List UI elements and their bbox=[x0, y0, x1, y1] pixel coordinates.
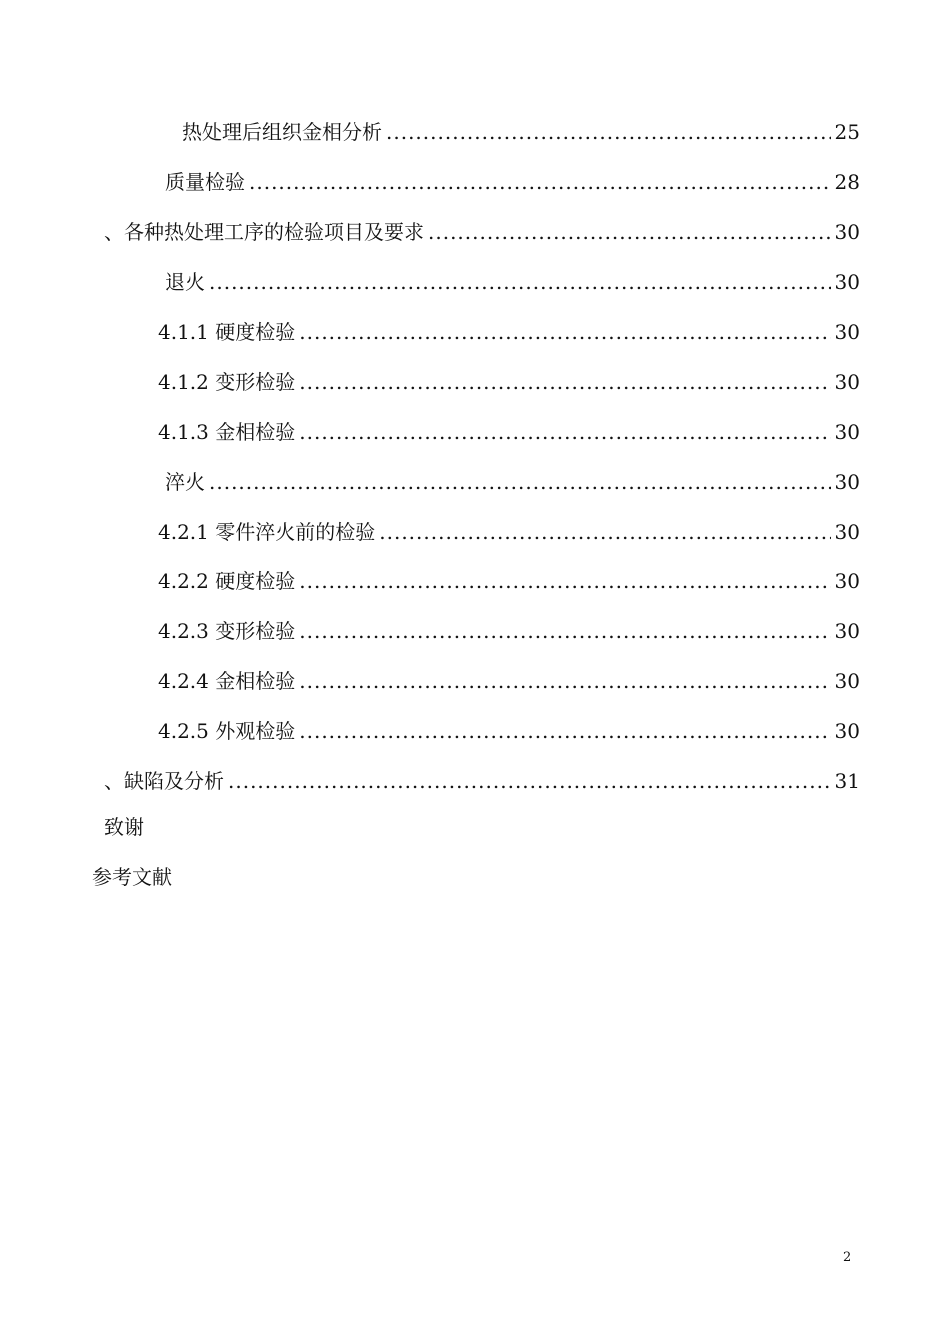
toc-entry-title: 4.2.5 外观检验 bbox=[158, 719, 296, 743]
toc-leader-dots bbox=[209, 270, 831, 294]
toc-entry[interactable] bbox=[104, 761, 860, 793]
toc-entry-page: 30 bbox=[834, 569, 860, 593]
toc-entry-page: 30 bbox=[834, 320, 860, 344]
toc-entry[interactable] bbox=[104, 212, 860, 244]
toc-entry-page: 30 bbox=[834, 719, 860, 743]
toc-leader-dots bbox=[299, 719, 830, 743]
toc-leader-dots bbox=[249, 170, 831, 194]
toc-entry-title: 4.2.1 零件淬火前的检验 bbox=[158, 520, 376, 544]
toc-leader-dots bbox=[386, 120, 831, 144]
toc-entry-page: 30 bbox=[834, 470, 860, 494]
toc-entry-title: 4.2.2 硬度检验 bbox=[158, 569, 296, 593]
toc-leader-dots bbox=[299, 569, 830, 593]
toc-entry-title: 、各种热处理工序的检验项目及要求 bbox=[104, 220, 424, 244]
toc-entry-page: 30 bbox=[834, 619, 860, 643]
toc-leader-dots bbox=[209, 470, 831, 494]
toc-entry[interactable] bbox=[182, 112, 860, 144]
toc-entry[interactable] bbox=[165, 162, 860, 194]
toc-entry-page: 25 bbox=[834, 120, 860, 144]
toc-entry[interactable] bbox=[158, 312, 860, 344]
toc-entry-page: 30 bbox=[834, 270, 860, 294]
toc-entry-title: 、缺陷及分析 bbox=[104, 769, 224, 793]
toc-entry[interactable] bbox=[158, 362, 860, 394]
toc-entry-references[interactable]: 参考文献 bbox=[92, 865, 172, 889]
toc-entry-page: 30 bbox=[834, 669, 860, 693]
toc-entry-page: 30 bbox=[834, 220, 860, 244]
toc-leader-dots bbox=[379, 520, 830, 544]
toc-leader-dots bbox=[299, 619, 830, 643]
toc-entry-page: 28 bbox=[834, 170, 860, 194]
toc-entry-title: 4.1.3 金相检验 bbox=[158, 420, 296, 444]
toc-entry-page: 30 bbox=[834, 370, 860, 394]
toc-entry[interactable] bbox=[158, 412, 860, 444]
toc-entry[interactable] bbox=[158, 512, 860, 544]
toc-entry-acknowledgements[interactable]: 致谢 bbox=[104, 815, 144, 839]
toc-entry-page: 30 bbox=[834, 420, 860, 444]
toc-entry-title: 4.1.1 硬度检验 bbox=[158, 320, 296, 344]
toc-entry-title: 4.1.2 变形检验 bbox=[158, 370, 296, 394]
toc-leader-dots bbox=[428, 220, 831, 244]
toc-entry[interactable] bbox=[158, 711, 860, 743]
toc-leader-dots bbox=[299, 420, 830, 444]
toc-entry-title: 4.2.3 变形检验 bbox=[158, 619, 296, 643]
toc-entry-title: 淬火 bbox=[165, 470, 205, 494]
toc-entry[interactable] bbox=[158, 661, 860, 693]
toc-entry[interactable] bbox=[165, 462, 860, 494]
toc-entry[interactable] bbox=[165, 262, 860, 294]
toc-leader-dots bbox=[299, 370, 830, 394]
toc-entry-page: 31 bbox=[834, 769, 860, 793]
toc-entry-title: 热处理后组织金相分析 bbox=[182, 120, 382, 144]
toc-leader-dots bbox=[228, 769, 831, 793]
page-number: 2 bbox=[843, 1250, 852, 1265]
toc-leader-dots bbox=[299, 669, 830, 693]
toc-entry-page: 30 bbox=[834, 520, 860, 544]
toc-entry[interactable] bbox=[158, 611, 860, 643]
toc-entry-title: 质量检验 bbox=[165, 170, 245, 194]
toc-entry-title: 退火 bbox=[165, 270, 205, 294]
toc-entry[interactable] bbox=[158, 561, 860, 593]
toc-leader-dots bbox=[299, 320, 830, 344]
toc-entry-title: 4.2.4 金相检验 bbox=[158, 669, 296, 693]
